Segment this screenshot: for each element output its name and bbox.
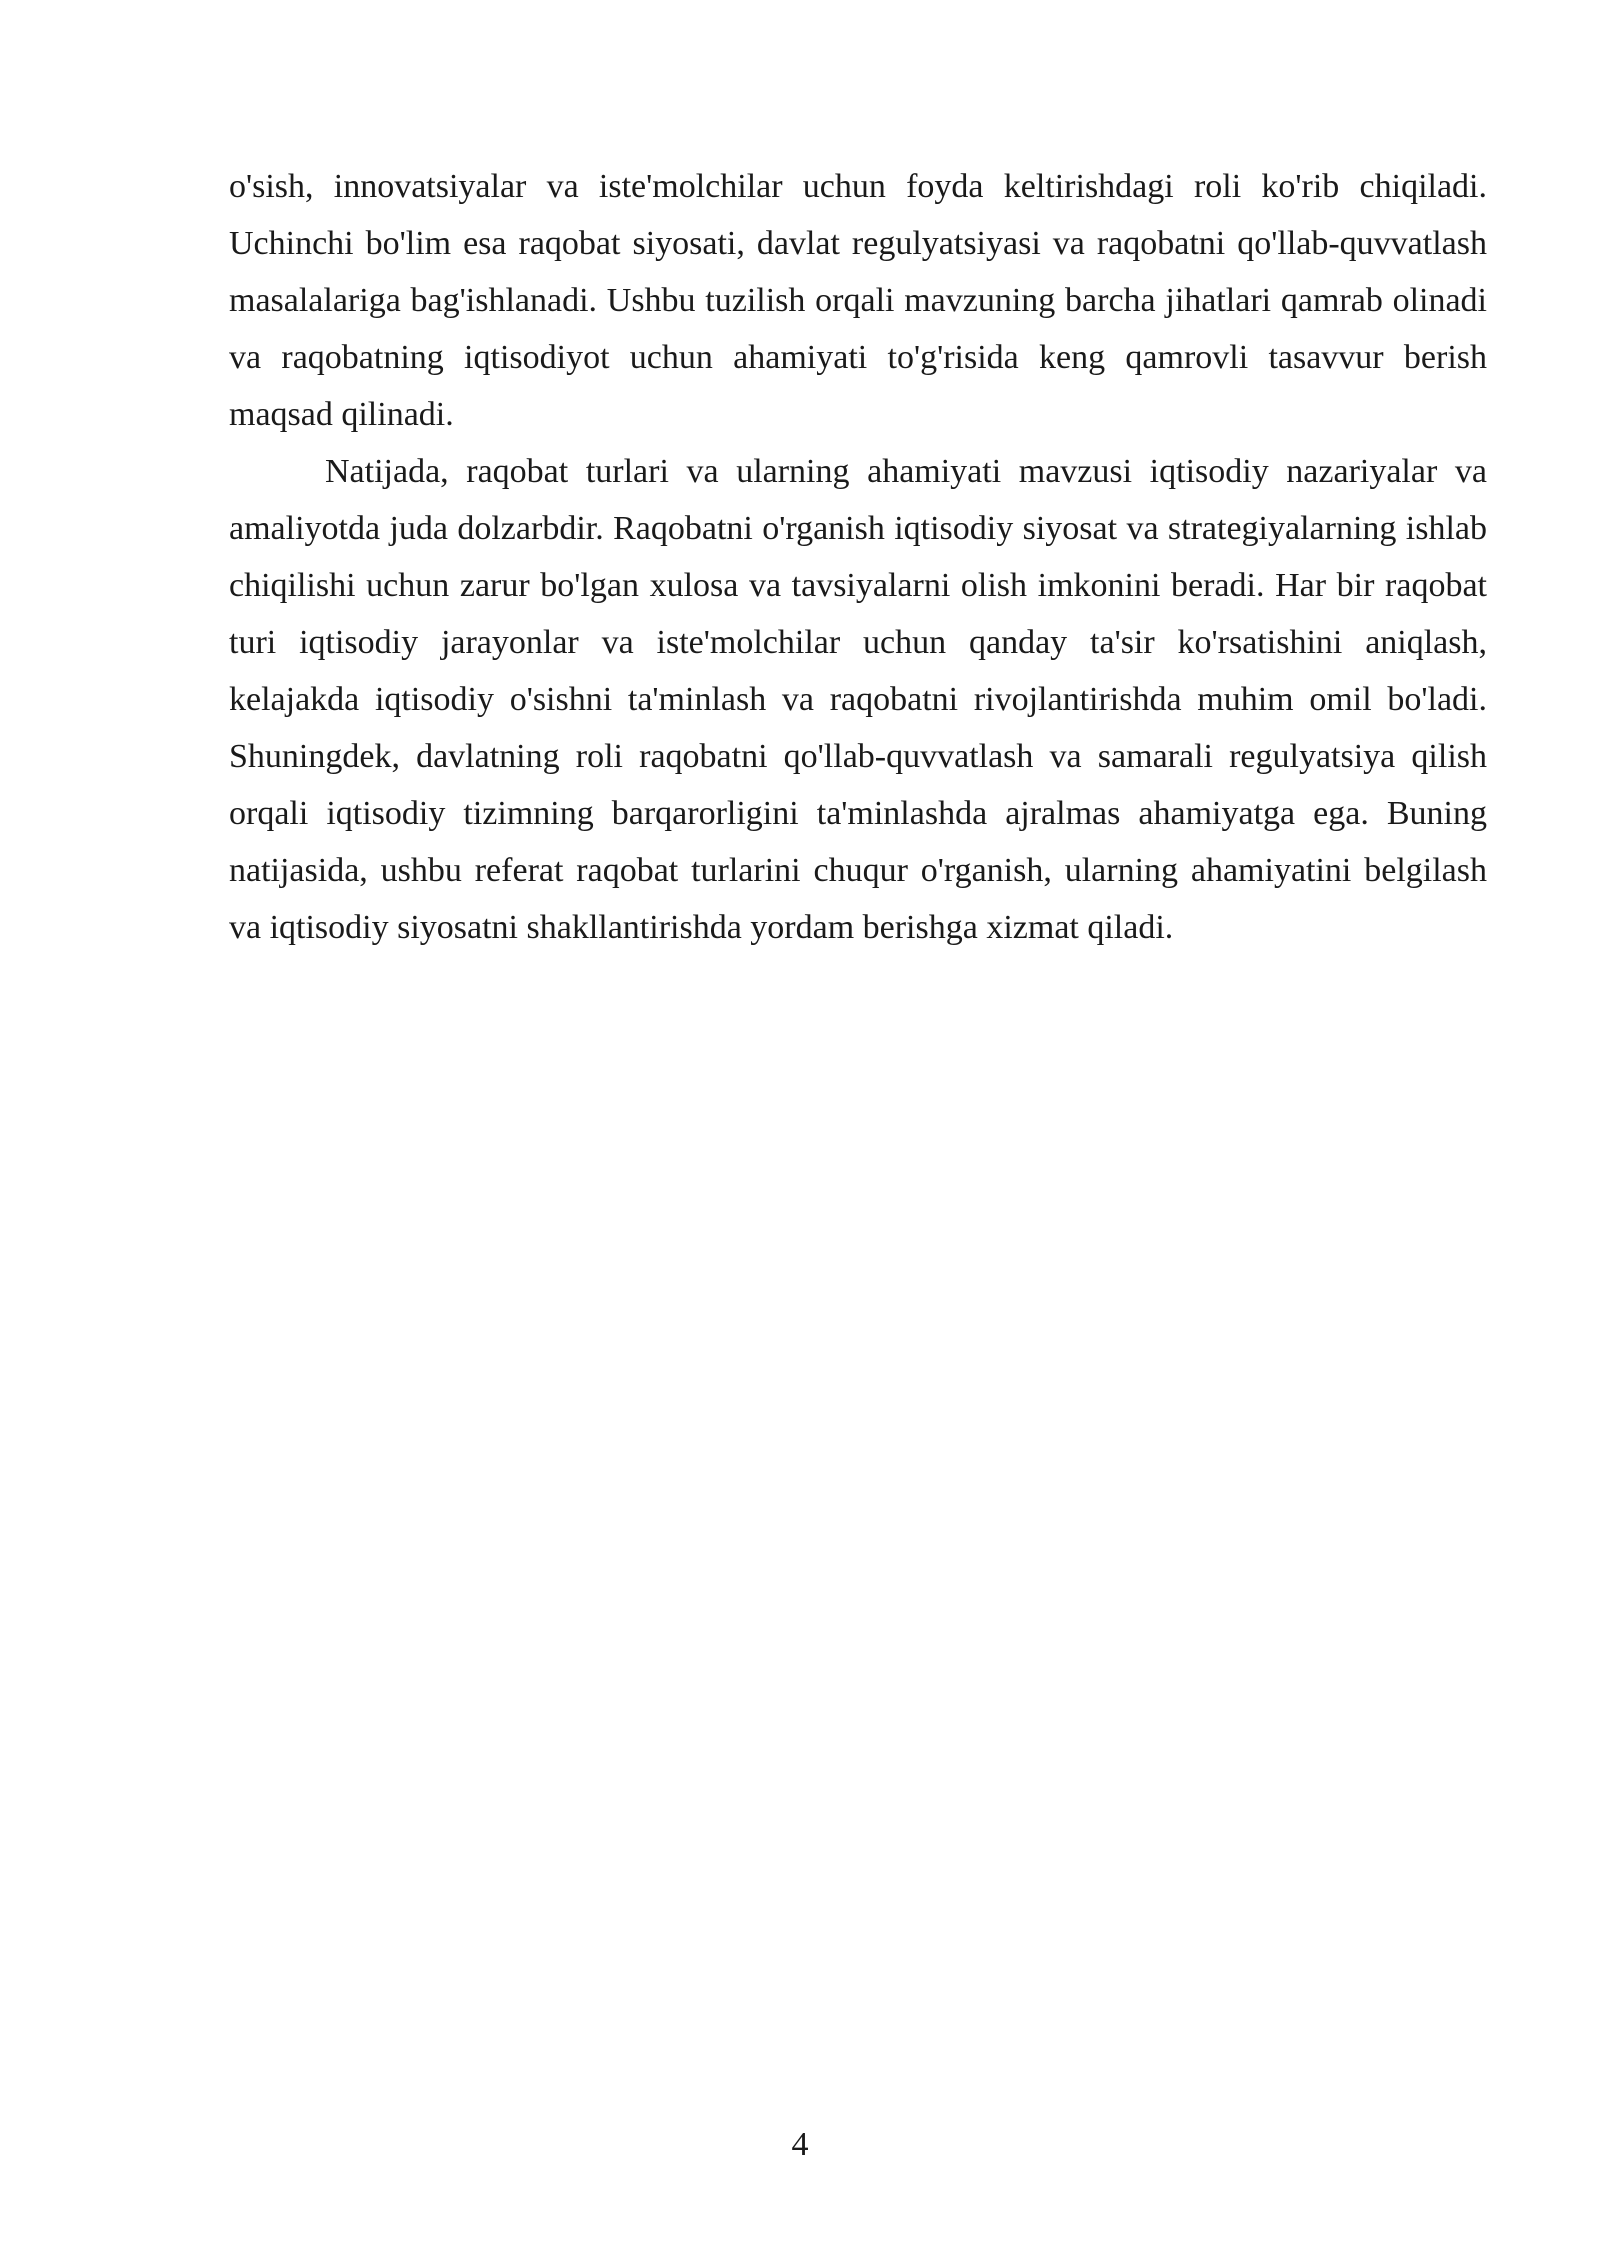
- paragraph-continuation: o'sish, innovatsiyalar va iste'molchilar uchun foyda keltirishdagi roli ko'rib chiqiladi. Uchinchi bo'lim esa raqobat siyosati, davlat regulyatsiyasi va raqobatni qo'llab-quvvatlash masalalariga bag'ishlanadi. Ushbu tuzilish orqali mavzuning barcha jihatlari qamrab olinadi va raqobatning iqtisodiyot uchun ahamiyati to'g'risida keng qamrovli tasavvur berish maqsad qilinadi.: [229, 168, 1487, 433]
- body-text: [229, 158, 1487, 956]
- paragraph-conclusion: Natijada, raqobat turlari va ularning ahamiyati mavzusi iqtisodiy nazariyalar va amaliyotda juda dolzarbdir. Raqobatni o'rganish iqtisodiy siyosat va strategiyalarning ishlab chiqilishi uchun zarur bo'lgan xulosa va tavsiyalarni olish imkonini beradi. Har bir raqobat turi iqtisodiy jarayonlar va iste'molchilar uchun qanday ta'sir ko'rsatishini aniqlash, kelajakda iqtisodiy o'sishni ta'minlash va raqobatni rivojlantirishda muhim omil bo'ladi. Shuningdek, davlatning roli raqobatni qo'llab-quvvatlash va samarali regulyatsiya qilish orqali iqtisodiy tizimning barqarorligini ta'minlashda ajralmas ahamiyatga ega. Buning natijasida, ushbu referat raqobat turlarini chuqur o'rganish, ularning ahamiyatini belgilash va iqtisodiy siyosatni shakllantirishda yordam berishga xizmat qiladi.: [229, 453, 1487, 946]
- page-number: 4: [791, 2126, 809, 2163]
